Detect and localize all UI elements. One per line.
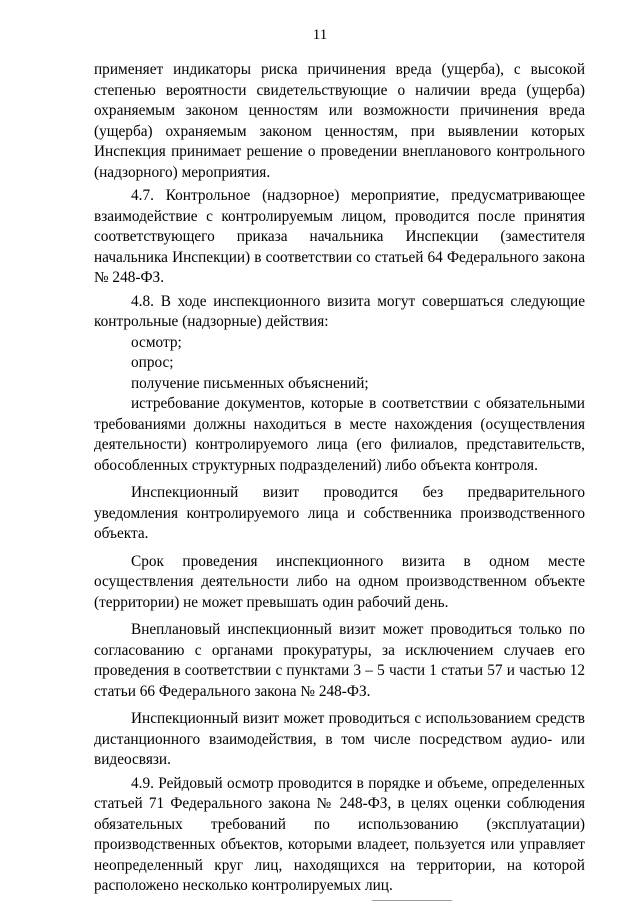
paragraph-unscheduled: Внеплановый инспекционный визит может проводиться только по согласованию с органами прокуратуры, за исключением случаев его проведения в соответствии с пунктами 3 – 5 части 1 статьи 57 и частью 12 статьи 66 Федерального закона № 248-ФЗ. (94, 621, 585, 700)
paragraph-4-7: 4.7. Контрольное (надзорное) мероприятие, предусматривающее взаимодействие с контролируемым лицом, проводится после принятия соответствующего приказа начальника Инспекции (заместителя начальника Инспекции) в соответствии со статьей 64 Федерального закона № 248-ФЗ. (94, 187, 585, 286)
list-item-documents: истребование документов, которые в соответствии с обязательными требованиями должны находиться в месте нахождения (осуществления деятельности) контролируемого лица (его филиалов, представительств, обособленных структурных подразделений) либо объекта контроля. (94, 395, 585, 474)
paragraph-4-8: 4.8. В ходе инспекционного визита могут совершаться следующие контрольные (надзорные) действия: (94, 292, 585, 330)
paragraph-4-9: 4.9. Рейдовый осмотр проводится в порядке и объеме, определенных статьей 71 Федерального закона № 248-ФЗ, в целях оценки соблюдения обязательных требований по использованию (эксплуатации) производственных объектов, которыми владеет, пользуется или управляет неопределенный круг лиц, находящихся на территории, на которой расположено несколько контролируемых лиц. (94, 774, 585, 894)
list-item-inspection: осмотр; (131, 333, 182, 351)
paragraph-no-notice: Инспекционный визит проводится без предварительного уведомления контролируемого лица и собственника производственного объекта. (94, 484, 585, 542)
scan-artifact-line (372, 900, 452, 901)
paragraph-continuation: применяет индикаторы риска причинения вреда (ущерба), с высокой степенью вероятности свидетельствующие о наличии вреда (ущерба) охраняемым законом ценностям или возможности причинения вреда (ущерба) охраняемым законом ценностям, при выявлении которых Инспекция принимает решение о проведении внепланового контрольного (надзорного) мероприятия. (94, 61, 585, 181)
page-number: 11 (312, 27, 328, 43)
list-item-explanations: получение письменных объяснений; (131, 374, 369, 392)
paragraph-duration: Срок проведения инспекционного визита в одном месте осуществления деятельности либо на одном производственном объекте (территории) не может превышать один рабочий день. (94, 552, 585, 611)
paragraph-remote: Инспекционный визит может проводиться с использованием средств дистанционного взаимодействия, в том числе посредством аудио- или видеосвязи. (94, 710, 585, 768)
document-body (94, 60, 585, 897)
list-item-survey: опрос; (131, 354, 174, 371)
